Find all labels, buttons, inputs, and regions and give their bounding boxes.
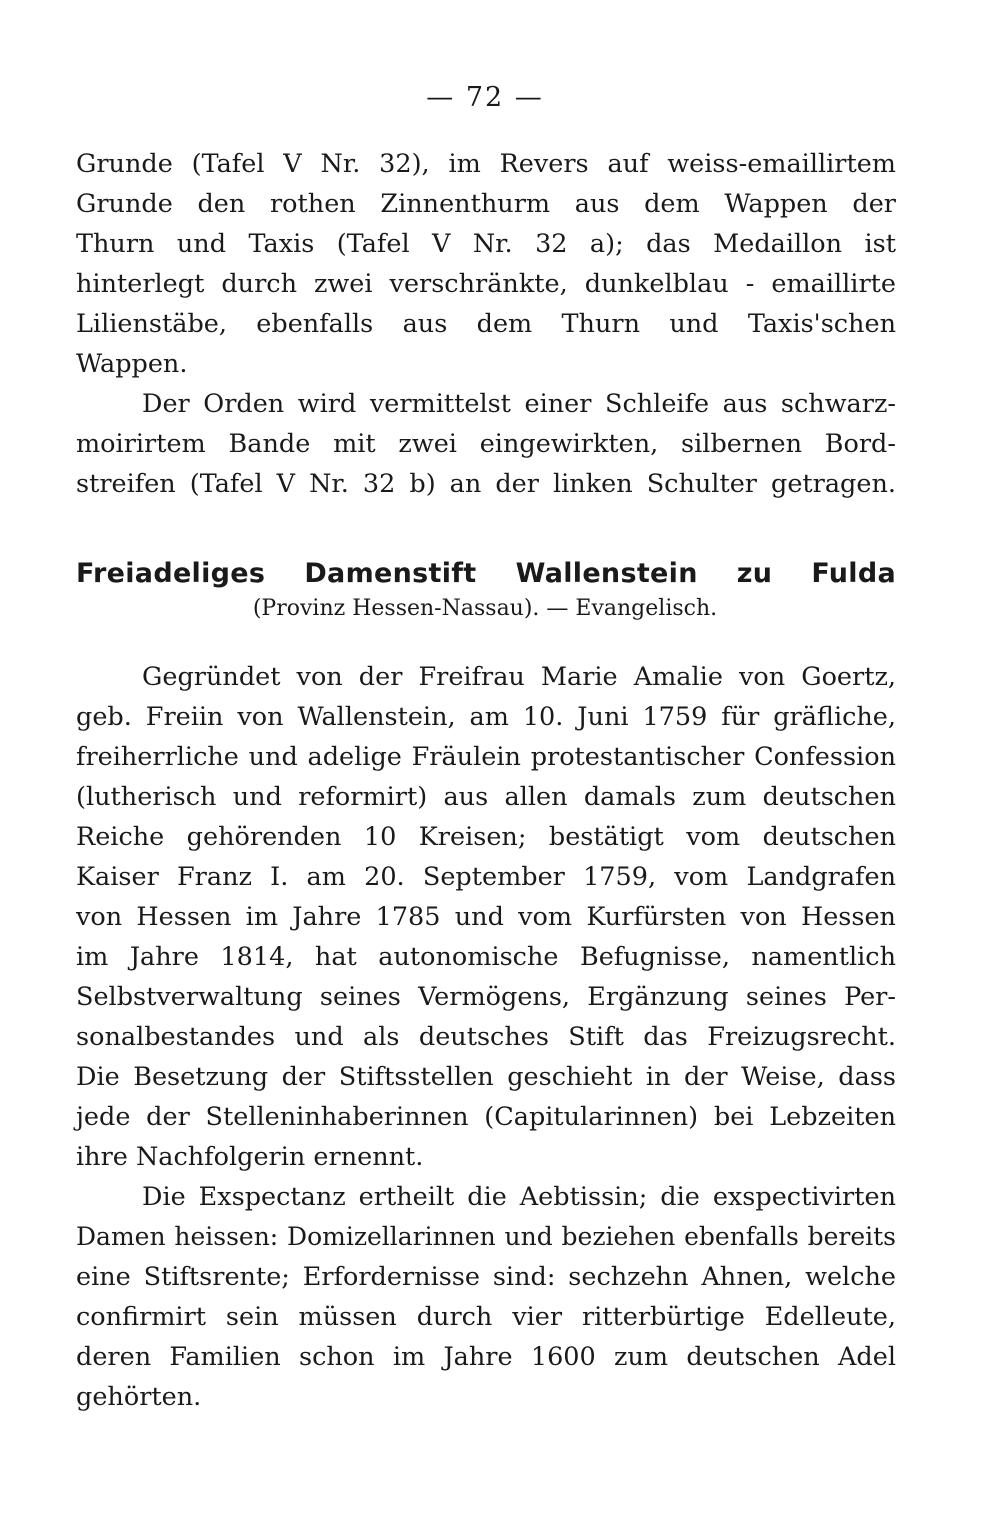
text-line: moirirtem Bande mit zwei eingewirkten, silbernen Bord- [76,429,896,459]
text-line: von Hessen im Jahre 1785 und vom Kurfürsten von Hessen [76,902,896,932]
section-heading: Freiadeliges Damenstift Wallenstein zu Fulda [76,558,896,589]
text-line: Gegründet von der Freifrau Marie Amalie von Goertz, [142,662,896,692]
text-line: streifen (Tafel V Nr. 32 b) an der linken Schulter getragen. [76,469,896,499]
text-line: jede der Stelleninhaberinnen (Capitularinnen) bei Lebzeiten [76,1102,896,1132]
text-line: Wappen. [76,349,188,379]
text-line: eine Stiftsrente; Erfordernisse sind: sechzehn Ahnen, welche [76,1262,896,1292]
text-line: confirmirt sein müssen durch vier ritterbürtige Edelleute, [76,1302,896,1332]
text-line: freiherrliche und adelige Fräulein protestantischer Confession [76,742,896,772]
text-line: Thurn und Taxis (Tafel V Nr. 32 a); das Medaillon ist [76,229,896,259]
text-line: Reiche gehörenden 10 Kreisen; bestätigt vom deutschen [76,822,896,852]
section-paragraphs [76,657,896,1417]
text-line: hinterlegt durch zwei verschränkte, dunkelblau - emaillirte [76,269,896,299]
text-line: Die Besetzung der Stiftsstellen geschieht in der Weise, dass [76,1062,896,1092]
page-number: — 72 — [426,82,544,113]
text-line: sonalbestandes und als deutsches Stift das Freizugsrecht. [76,1022,896,1052]
text-line: Der Orden wird vermittelst einer Schleife aus schwarz- [142,389,896,419]
text-line: (lutherisch und reformirt) aus allen damals zum deutschen [76,782,896,812]
text-line: im Jahre 1814, hat autonomische Befugnisse, namentlich [76,942,896,972]
text-line: Grunde den rothen Zinnenthurm aus dem Wappen der [76,189,896,219]
text-line: Selbstverwaltung seines Vermögens, Ergänzung seines Per- [76,982,896,1012]
text-line: Die Exspectanz ertheilt die Aebtissin; die exspectivirten [142,1182,896,1212]
text-line: Damen heissen: Domizellarinnen und beziehen ebenfalls bereits [76,1222,896,1251]
text-line: Lilienstäbe, ebenfalls aus dem Thurn und Taxis'schen [76,309,896,339]
text-line: Grunde (Tafel V Nr. 32), im Revers auf weiss-emaillirtem [76,149,896,179]
text-line: Kaiser Franz I. am 20. September 1759, vom Landgrafen [76,862,896,892]
text-line: gehörten. [76,1382,202,1412]
text-line: geb. Freiin von Wallenstein, am 10. Juni 1759 für gräfliche, [76,702,896,732]
section-subheading: (Provinz Hessen-Nassau). — Evangelisch. [252,596,718,621]
text-line: ihre Nachfolgerin ernennt. [76,1142,424,1172]
text-line: deren Familien schon im Jahre 1600 zum deutschen Adel [76,1342,896,1372]
continued-paragraphs [76,144,896,504]
